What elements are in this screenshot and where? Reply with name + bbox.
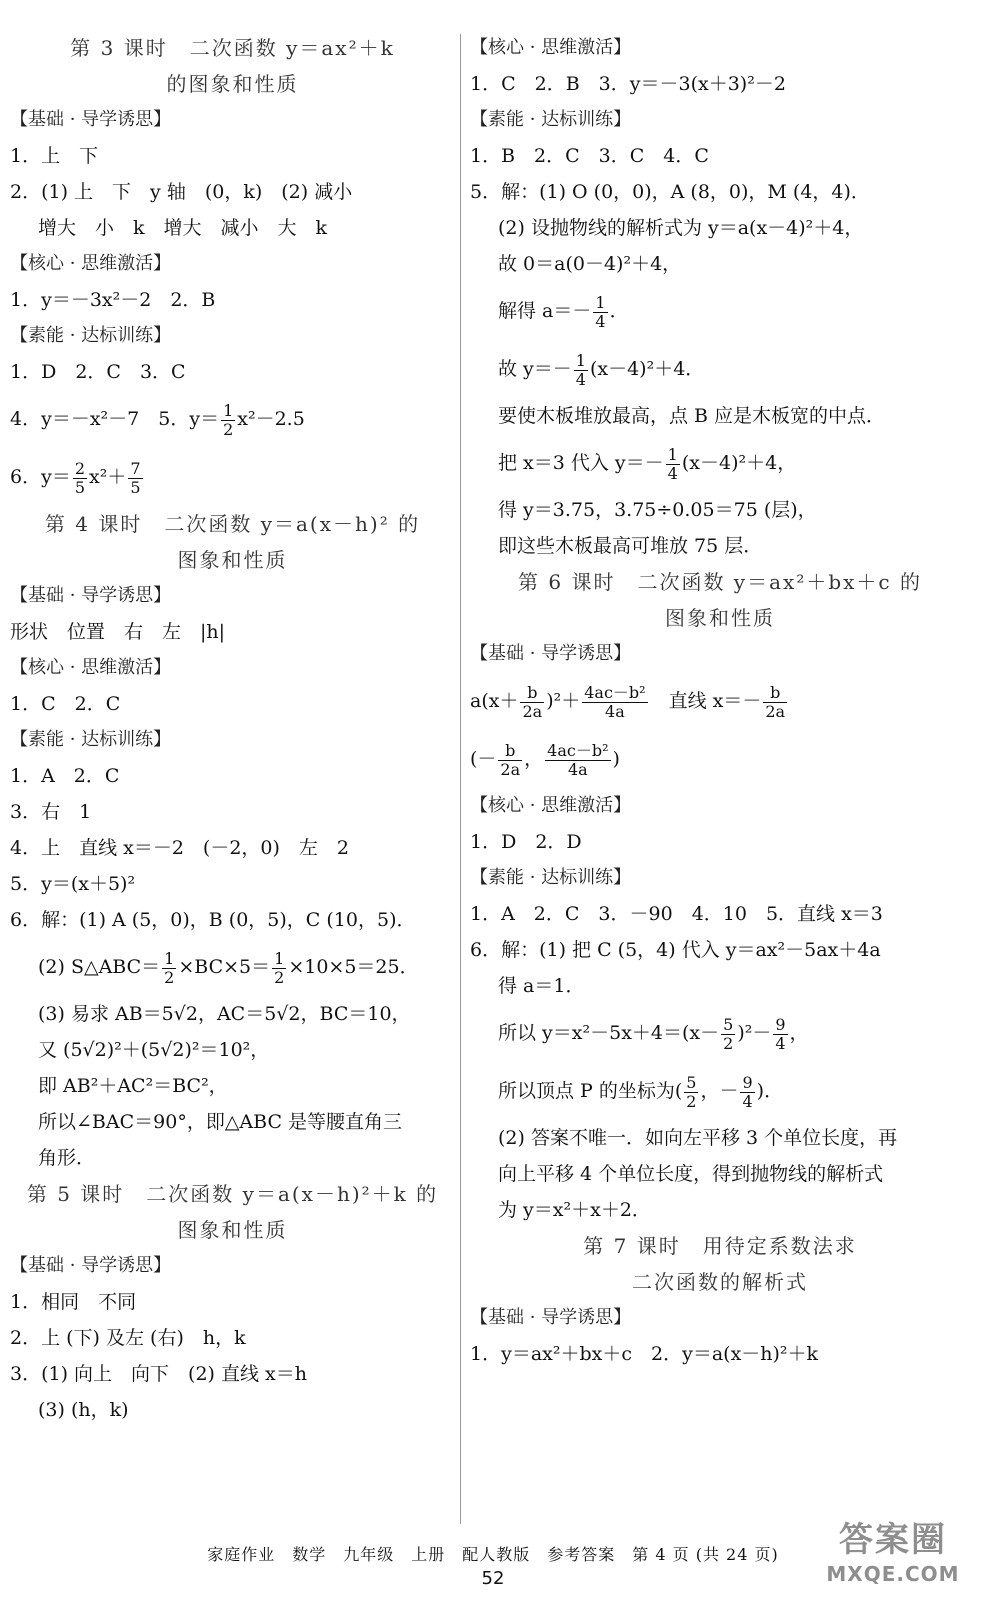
answer-line: 1．A 2．C — [10, 765, 120, 787]
answer-line: 3．(1) 向上 向下 (2) 直线 x＝h — [10, 1363, 307, 1385]
answer-line: 1．D 2．D — [470, 831, 582, 853]
section-header: 【基础 · 导学诱思】 — [10, 1255, 172, 1276]
lesson-5-title: 第 5 课时 二次函数 y＝a(x－h)²＋k 的 — [26, 1182, 439, 1206]
answer-line: 角形． — [38, 1147, 96, 1169]
answer-line — [470, 434, 970, 492]
answer-line: 1．C 2．C — [10, 693, 121, 715]
fraction — [740, 1074, 754, 1111]
watermark-url: MXQE.COM — [826, 1562, 960, 1586]
answer-line: 增大 小 k 增大 减小 大 k — [38, 217, 328, 239]
fraction — [221, 402, 235, 439]
section-header: 【基础 · 导学诱思】 — [10, 109, 172, 130]
text: ， — [789, 1022, 809, 1044]
fraction — [582, 684, 647, 721]
denominator: 2 — [223, 419, 234, 439]
page-number: 52 — [481, 1568, 505, 1589]
text: 6．y＝ — [10, 466, 71, 488]
denominator: 2 — [274, 967, 285, 987]
numerator: 2 — [74, 458, 86, 478]
fraction — [162, 950, 176, 987]
fraction — [593, 294, 607, 331]
answer-line — [470, 730, 970, 788]
text: 把 x＝3 代入 y＝－ — [498, 452, 664, 474]
section-header: 【核心 · 思维激活】 — [470, 795, 632, 816]
answer-line — [470, 1004, 970, 1062]
answer-line — [470, 1062, 970, 1120]
numerator: 5 — [686, 1072, 697, 1092]
fraction — [763, 684, 787, 721]
numerator: b — [763, 684, 787, 703]
answer-line: 1．A 2．C 3．－90 4．10 5．直线 x＝3 — [470, 903, 883, 925]
answer-line — [10, 448, 455, 506]
lesson-3-subtitle: 的图象和性质 — [166, 72, 299, 96]
section-header: 【核心 · 思维激活】 — [470, 37, 632, 58]
section-header: 【基础 · 导学诱思】 — [470, 1307, 632, 1328]
fraction — [666, 446, 680, 483]
left-column — [10, 30, 455, 1428]
lesson-6-title: 第 6 课时 二次函数 y＝ax²＋bx＋c 的 — [518, 570, 922, 594]
text: ×BC×5＝ — [178, 956, 271, 978]
answer-line: 3．右 1 — [10, 801, 92, 823]
answer-line: 1．B 2．C 3．C 4．C — [470, 145, 709, 167]
page-footer: 家庭作业 数学 九年级 上册 配人教版 参考答案 第 4 页 (共 24 页) — [207, 1545, 779, 1564]
answer-line — [470, 672, 970, 730]
fraction — [272, 950, 286, 987]
text: )²＋ — [546, 690, 581, 712]
denominator: 4a — [605, 701, 625, 721]
watermark-logo — [808, 1520, 978, 1594]
answer-line — [470, 340, 970, 398]
answer-line: 为 y＝x²＋x＋2． — [498, 1199, 651, 1221]
fraction — [545, 742, 610, 779]
answer-line: 1．C 2．B 3．y＝－3(x＋3)²－2 — [470, 73, 786, 95]
numerator: 4ac－b² — [547, 740, 609, 760]
lesson-4-subtitle: 图象和性质 — [177, 548, 288, 572]
denominator: 4a — [567, 759, 588, 779]
answer-line: (3) 易求 AB＝5√2，AC＝5√2，BC＝10， — [38, 1003, 411, 1025]
fraction — [574, 352, 588, 389]
fraction — [684, 1074, 698, 1111]
watermark-title: 答案圈 — [839, 1520, 947, 1560]
fraction — [498, 742, 522, 779]
numerator: 7 — [130, 458, 141, 478]
text: 所以顶点 P 的坐标为( — [498, 1080, 683, 1102]
lesson-4-title: 第 4 课时 二次函数 y＝a(x－h)² 的 — [44, 512, 421, 536]
numerator: 9 — [742, 1072, 753, 1092]
text: ． — [609, 300, 629, 322]
text: ，－ — [700, 1080, 739, 1102]
answer-line: 要使木板堆放最高，点 B 应是木板宽的中点． — [498, 405, 886, 427]
text: (－ — [470, 748, 497, 770]
right-column — [470, 30, 970, 1372]
numerator: 1 — [223, 400, 234, 420]
answer-line: 5．解：(1) O (0，0)，A (8，0)，M (4，4)． — [470, 181, 870, 203]
text: x²－2.5 — [237, 408, 305, 430]
answer-line: 4．上 直线 x＝－2 (－2，0) 左 2 — [10, 837, 350, 859]
numerator: 1 — [575, 350, 586, 370]
section-header: 【基础 · 导学诱思】 — [10, 585, 172, 606]
lesson-7-subtitle: 二次函数的解析式 — [632, 1270, 808, 1294]
section-header: 【核心 · 思维激活】 — [10, 253, 172, 274]
denominator: 5 — [130, 477, 141, 497]
answer-line: 得 y＝3.75，3.75÷0.05＝75 (层)， — [498, 499, 817, 521]
answer-line: (3) (h，k) — [38, 1399, 129, 1421]
answer-line: 1．上 下 — [10, 145, 99, 167]
numerator: b — [520, 684, 544, 703]
answer-line: 得 a＝1． — [498, 975, 585, 997]
answer-line: (2) 答案不唯一．如向左平移 3 个单位长度，再 — [498, 1127, 898, 1149]
answer-line: 1．D 2．C 3．C — [10, 361, 186, 383]
lesson-5-subtitle: 图象和性质 — [177, 1218, 288, 1242]
denominator: 2 — [686, 1091, 697, 1111]
text: ， — [524, 748, 544, 770]
text: )． — [756, 1080, 784, 1102]
denominator: 4 — [667, 463, 678, 483]
numerator: 9 — [775, 1014, 786, 1034]
numerator: b — [498, 742, 522, 761]
text: )²－ — [737, 1022, 772, 1044]
answer-line — [10, 390, 455, 448]
answer-line: 形状 位置 右 左 |h| — [10, 621, 226, 643]
denominator: 2a — [500, 759, 521, 779]
lesson-6-subtitle: 图象和性质 — [665, 606, 775, 630]
section-header: 【基础 · 导学诱思】 — [470, 643, 632, 664]
column-divider — [460, 34, 461, 1524]
text: (2) S△ABC＝ — [38, 956, 161, 978]
lesson-7-title: 第 7 课时 用待定系数法求 — [583, 1234, 857, 1258]
numerator: 5 — [723, 1014, 734, 1034]
answer-line: 故 0＝a(0－4)²＋4， — [498, 253, 682, 275]
answer-line: 1．y＝ax²＋bx＋c 2．y＝a(x－h)²＋k — [470, 1343, 819, 1365]
answer-line: 5．y＝(x＋5)² — [10, 873, 136, 895]
text: 直线 x＝－ — [649, 690, 762, 712]
answer-line: 6．解：(1) 把 C (5，4) 代入 y＝ax²－5ax＋4a — [470, 939, 881, 961]
answer-line: (2) 设抛物线的解析式为 y＝a(x－4)²＋4， — [498, 217, 864, 239]
numerator: 4ac－b² — [584, 682, 646, 702]
section-header: 【素能 · 达标训练】 — [10, 325, 172, 346]
section-header: 【核心 · 思维激活】 — [10, 657, 172, 678]
answer-line: 2．(1) 上 下 y 轴 (0，k) (2) 减小 — [10, 181, 353, 203]
fraction — [773, 1016, 787, 1053]
text: (x－4)²＋4． — [589, 358, 705, 380]
denominator: 4 — [595, 311, 606, 331]
fraction — [128, 460, 142, 497]
answer-line: 1．相同 不同 — [10, 1291, 137, 1313]
numerator: 1 — [274, 948, 285, 968]
section-header: 【素能 · 达标训练】 — [470, 867, 632, 888]
denominator: 2a — [765, 701, 786, 721]
text: 所以 y＝x²－5x＋4＝(x－ — [498, 1022, 720, 1044]
answer-line: 所以∠BAC＝90°，即△ABC 是等腰直角三 — [38, 1111, 403, 1133]
answer-line: 又 (5√2)²＋(5√2)²＝10²， — [38, 1039, 270, 1061]
section-header: 【素能 · 达标训练】 — [10, 729, 172, 750]
answer-line: 1．y＝－3x²－2 2．B — [10, 289, 216, 311]
text: 4．y＝－x²－7 5．y＝ — [10, 408, 220, 430]
text: x²＋ — [89, 466, 127, 488]
fraction — [721, 1016, 735, 1053]
fraction — [73, 460, 87, 497]
text: (x－4)²＋4， — [681, 452, 797, 474]
denominator: 2 — [164, 967, 175, 987]
answer-line: 即 AB²＋AC²＝BC²， — [38, 1075, 228, 1097]
text: 解得 a＝－ — [498, 300, 592, 322]
text: 故 y＝－ — [498, 358, 572, 380]
denominator: 2 — [723, 1033, 734, 1053]
denominator: 4 — [575, 369, 586, 389]
text: ×10×5＝25． — [288, 956, 419, 978]
answer-line: 6．解：(1) A (5，0)，B (0，5)，C (10，5)． — [10, 909, 416, 931]
denominator: 5 — [74, 477, 86, 497]
numerator: 1 — [164, 948, 175, 968]
text: ) — [612, 748, 620, 770]
denominator: 2a — [522, 701, 543, 721]
answer-line: 2．上 (下) 及左 (右) h，k — [10, 1327, 246, 1349]
answer-line: 即这些木板最高可堆放 75 层． — [498, 535, 763, 557]
answer-line — [470, 282, 970, 340]
denominator: 4 — [775, 1033, 786, 1053]
numerator: 1 — [667, 444, 678, 464]
numerator: 1 — [595, 292, 606, 312]
fraction — [520, 684, 544, 721]
text: a(x＋ — [470, 690, 519, 712]
denominator: 4 — [742, 1091, 753, 1111]
answer-line — [10, 938, 455, 996]
lesson-3-title: 第 3 课时 二次函数 y＝ax²＋k — [70, 36, 395, 60]
section-header: 【素能 · 达标训练】 — [470, 109, 632, 130]
answer-line: 向上平移 4 个单位长度，得到抛物线的解析式 — [498, 1163, 884, 1185]
